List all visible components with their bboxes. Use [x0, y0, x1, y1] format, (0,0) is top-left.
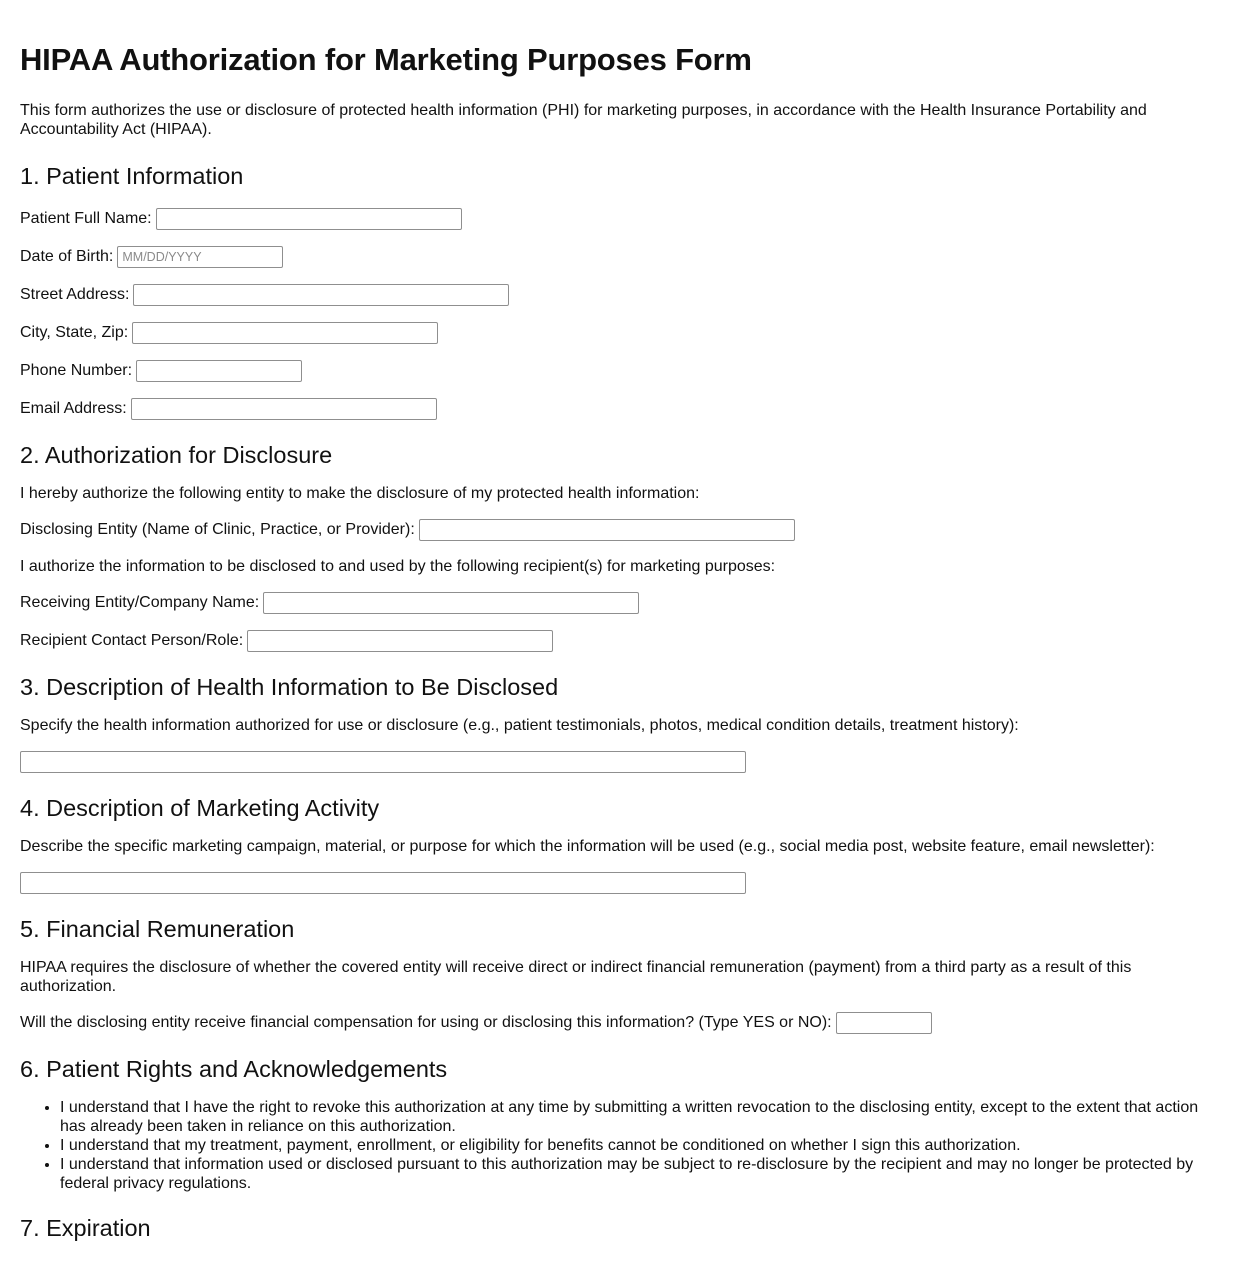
field-row-marketing-activity: [20, 872, 1227, 894]
page-title: HIPAA Authorization for Marketing Purposes Form: [20, 42, 752, 77]
field-row-remuneration: [20, 1012, 1227, 1034]
field-row-full-name: [20, 208, 1227, 230]
recipient-intro-text: I authorize the information to be disclosed to and used by the following recipient(s) for marketing purposes:: [20, 558, 776, 575]
field-row-city: [20, 322, 1227, 344]
dob-input[interactable]: [117, 246, 283, 268]
list-item: • I understand that I have the right to revoke this authorization at any time by submitting a written revocation to the disclosing entity, except to the extent that action has already been taken in reliance on this authorization.: [60, 1098, 1227, 1136]
city-state-zip-label: City, State, Zip:: [20, 324, 129, 341]
section-heading-financial-remuneration: 5. Financial Remuneration: [20, 916, 295, 942]
intro-text: This form authorizes the use or disclosure of protected health information (PHI) for marketing purposes, in accordance with the Health Insurance Portability and Accountability Act (HIPAA).: [20, 102, 1147, 138]
city-state-zip-input[interactable]: [132, 322, 438, 344]
full-name-input[interactable]: [156, 208, 462, 230]
dob-label: Date of Birth:: [20, 248, 114, 265]
health-info-input[interactable]: [20, 751, 746, 773]
health-info-prompt: Specify the health information authorized for use or disclosure (e.g., patient testimonials, photos, medical condition details, treatment history):: [20, 717, 1019, 734]
field-row-phone: [20, 360, 1227, 382]
field-row-recipient-contact: [20, 630, 1227, 652]
field-row-street: [20, 284, 1227, 306]
field-row-disclosing-entity: [20, 519, 1227, 541]
full-name-label: Patient Full Name:: [20, 210, 152, 227]
field-row-health-info: [20, 751, 1227, 773]
section-heading-expiration: 7. Expiration: [20, 1215, 151, 1241]
section-heading-authorization: 2. Authorization for Disclosure: [20, 442, 333, 468]
section-heading-health-information: 3. Description of Health Information to Be Disclosed: [20, 674, 559, 700]
remuneration-text: HIPAA requires the disclosure of whether the covered entity will receive direct or indirect financial remuneration (payment) from a third party as a result of this authorization.: [20, 959, 1132, 995]
field-row-email: [20, 398, 1227, 420]
disclosing-entity-input[interactable]: [419, 519, 795, 541]
recipient-contact-label: Recipient Contact Person/Role:: [20, 632, 244, 649]
list-item: • I understand that information used or disclosed pursuant to this authorization may be subject to re-disclosure by the recipient and may no longer be protected by federal privacy regulations.: [60, 1155, 1227, 1193]
street-address-label: Street Address:: [20, 286, 130, 303]
street-address-input[interactable]: [133, 284, 509, 306]
section-heading-patient-information: 1. Patient Information: [20, 163, 244, 189]
authorization-intro-text: I hereby authorize the following entity to make the disclosure of my protected health information:: [20, 485, 700, 502]
email-address-label: Email Address:: [20, 400, 127, 417]
patient-rights-list: [20, 1098, 1227, 1193]
email-address-input[interactable]: [131, 398, 437, 420]
phone-number-input[interactable]: [136, 360, 302, 382]
disclosing-entity-label: Disclosing Entity (Name of Clinic, Practice, or Provider):: [20, 521, 415, 538]
section-heading-patient-rights: 6. Patient Rights and Acknowledgements: [20, 1056, 448, 1082]
receiving-entity-input[interactable]: [263, 592, 639, 614]
field-row-dob: [20, 246, 1227, 268]
remuneration-question-label: Will the disclosing entity receive financial compensation for using or disclosing this information? (Type YES or NO):: [20, 1014, 832, 1031]
receiving-entity-label: Receiving Entity/Company Name:: [20, 594, 260, 611]
section-heading-marketing-activity: 4. Description of Marketing Activity: [20, 795, 380, 821]
list-item: • I understand that my treatment, payment, enrollment, or eligibility for benefits cannot be conditioned on whether I sign this authorization.: [60, 1136, 1227, 1155]
marketing-activity-prompt: Describe the specific marketing campaign, material, or purpose for which the information will be used (e.g., social media post, website feature, email newsletter):: [20, 838, 1155, 855]
marketing-activity-input[interactable]: [20, 872, 746, 894]
phone-number-label: Phone Number:: [20, 362, 133, 379]
remuneration-yes-no-input[interactable]: [836, 1012, 932, 1034]
recipient-contact-input[interactable]: [247, 630, 553, 652]
field-row-receiving-entity: [20, 592, 1227, 614]
